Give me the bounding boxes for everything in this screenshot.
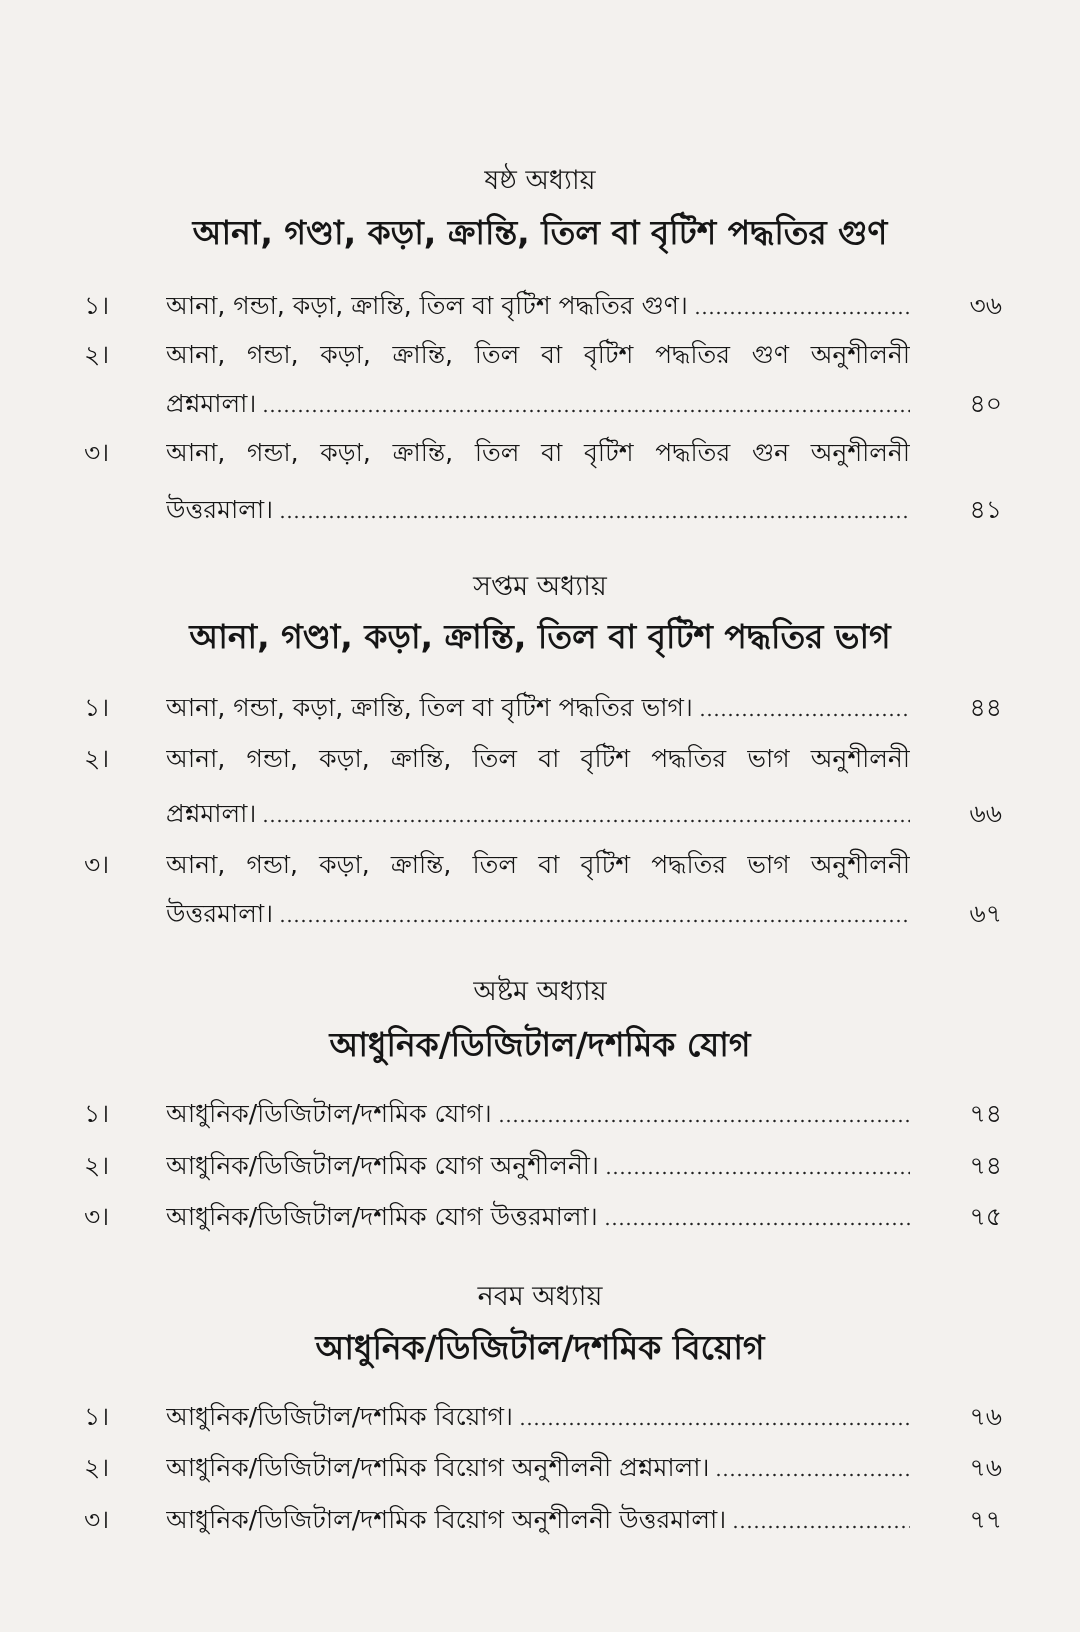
entry-number: ১। [84, 693, 110, 722]
dot-leader [279, 919, 910, 923]
chapter-6-label: ষষ্ঠ অধ্যায় [484, 165, 596, 196]
entry-number: ২। [84, 744, 110, 773]
dot-leader [605, 1171, 910, 1175]
dot-leader [262, 819, 910, 823]
entry-number: ৩। [84, 1202, 110, 1231]
entry-text-continuation: উত্তরমালা। [166, 495, 274, 524]
entry-number: ৩। [84, 850, 110, 879]
chapter-7-title: আনা, গণ্ডা, কড়া, ক্রান্তি, তিল বা বৃটিশ পদ্ধতির ভাগ [189, 617, 891, 656]
entry-page-number: ৬৬ [969, 799, 1002, 828]
chapter-8-label: অষ্টম অধ্যায় [473, 976, 607, 1007]
dot-leader [699, 713, 910, 717]
dot-leader [519, 1422, 910, 1426]
entry-number: ২। [84, 1151, 110, 1180]
entry-page-number: ৭৪ [969, 1099, 1002, 1128]
entry-text: আধুনিক/ডিজিটাল/দশমিক যোগ। [166, 1099, 492, 1128]
entry-text: আধুনিক/ডিজিটাল/দশমিক বিয়োগ অনুশীলনী উত্তরমালা। [166, 1505, 727, 1534]
dot-leader [498, 1119, 910, 1123]
entry-page-number: ৭৫ [969, 1202, 1002, 1231]
entry-text: আনা, গন্ডা, কড়া, ক্রান্তি, তিল বা বৃটিশ পদ্ধতির গুন অনুশীলনী [166, 438, 910, 467]
entry-number: ২। [84, 340, 110, 369]
entry-page-number: ৩৬ [969, 291, 1002, 320]
entry-text: আনা, গন্ডা, কড়া, ক্রান্তি, তিল বা বৃটিশ পদ্ধতির গুণ অনুশীলনী [166, 340, 910, 369]
entry-text: আধুনিক/ডিজিটাল/দশমিক যোগ অনুশীলনী। [166, 1151, 599, 1180]
dot-leader [604, 1222, 910, 1226]
dot-leader [732, 1525, 910, 1529]
dot-leader [715, 1473, 910, 1477]
entry-text: আধুনিক/ডিজিটাল/দশমিক বিয়োগ। [166, 1402, 513, 1431]
entry-page-number: ৪১ [969, 495, 1002, 524]
entry-number: ১। [84, 291, 110, 320]
entry-page-number: ৭৬ [969, 1453, 1002, 1482]
entry-text: আনা, গন্ডা, কড়া, ক্রান্তি, তিল বা বৃটিশ পদ্ধতির ভাগ অনুশীলনী [166, 850, 910, 879]
chapter-7-label: সপ্তম অধ্যায় [473, 571, 607, 602]
entry-page-number: ৭৪ [969, 1151, 1002, 1180]
chapter-8-title: আধুনিক/ডিজিটাল/দশমিক যোগ [329, 1025, 751, 1064]
entry-number: ৩। [84, 438, 110, 467]
entry-number: ৩। [84, 1505, 110, 1534]
chapter-9-title: আধুনিক/ডিজিটাল/দশমিক বিয়োগ [315, 1328, 765, 1367]
entry-page-number: ৪০ [969, 389, 1002, 418]
chapter-6-title: আনা, গণ্ডা, কড়া, ক্রান্তি, তিল বা বৃটিশ পদ্ধতির গুণ [192, 213, 888, 252]
dot-leader [262, 409, 910, 413]
entry-text-continuation: প্রশ্নমালা। [166, 389, 257, 418]
entry-text: আনা, গন্ডা, কড়া, ক্রান্তি, তিল বা বৃটিশ পদ্ধতির ভাগ। [166, 693, 693, 722]
entry-text-continuation: উত্তরমালা। [166, 899, 274, 928]
entry-number: ১। [84, 1099, 110, 1128]
entry-text: আধুনিক/ডিজিটাল/দশমিক যোগ উত্তরমালা। [166, 1202, 598, 1231]
entry-page-number: ৭৭ [969, 1505, 1002, 1534]
entry-text: আনা, গন্ডা, কড়া, ক্রান্তি, তিল বা বৃটিশ পদ্ধতির ভাগ অনুশীলনী [166, 744, 910, 773]
entry-page-number: ৪৪ [969, 693, 1002, 722]
dot-leader [279, 515, 910, 519]
entry-text: আনা, গন্ডা, কড়া, ক্রান্তি, তিল বা বৃটিশ পদ্ধতির গুণ। [166, 291, 688, 320]
chapter-9-label: নবম অধ্যায় [477, 1281, 603, 1312]
entry-number: ১। [84, 1402, 110, 1431]
entry-page-number: ৭৬ [969, 1402, 1002, 1431]
entry-number: ২। [84, 1453, 110, 1482]
entry-text: আধুনিক/ডিজিটাল/দশমিক বিয়োগ অনুশীলনী প্রশ্নমালা। [166, 1453, 710, 1482]
dot-leader [694, 311, 910, 315]
entry-text-continuation: প্রশ্নমালা। [166, 799, 257, 828]
entry-page-number: ৬৭ [969, 899, 1002, 928]
